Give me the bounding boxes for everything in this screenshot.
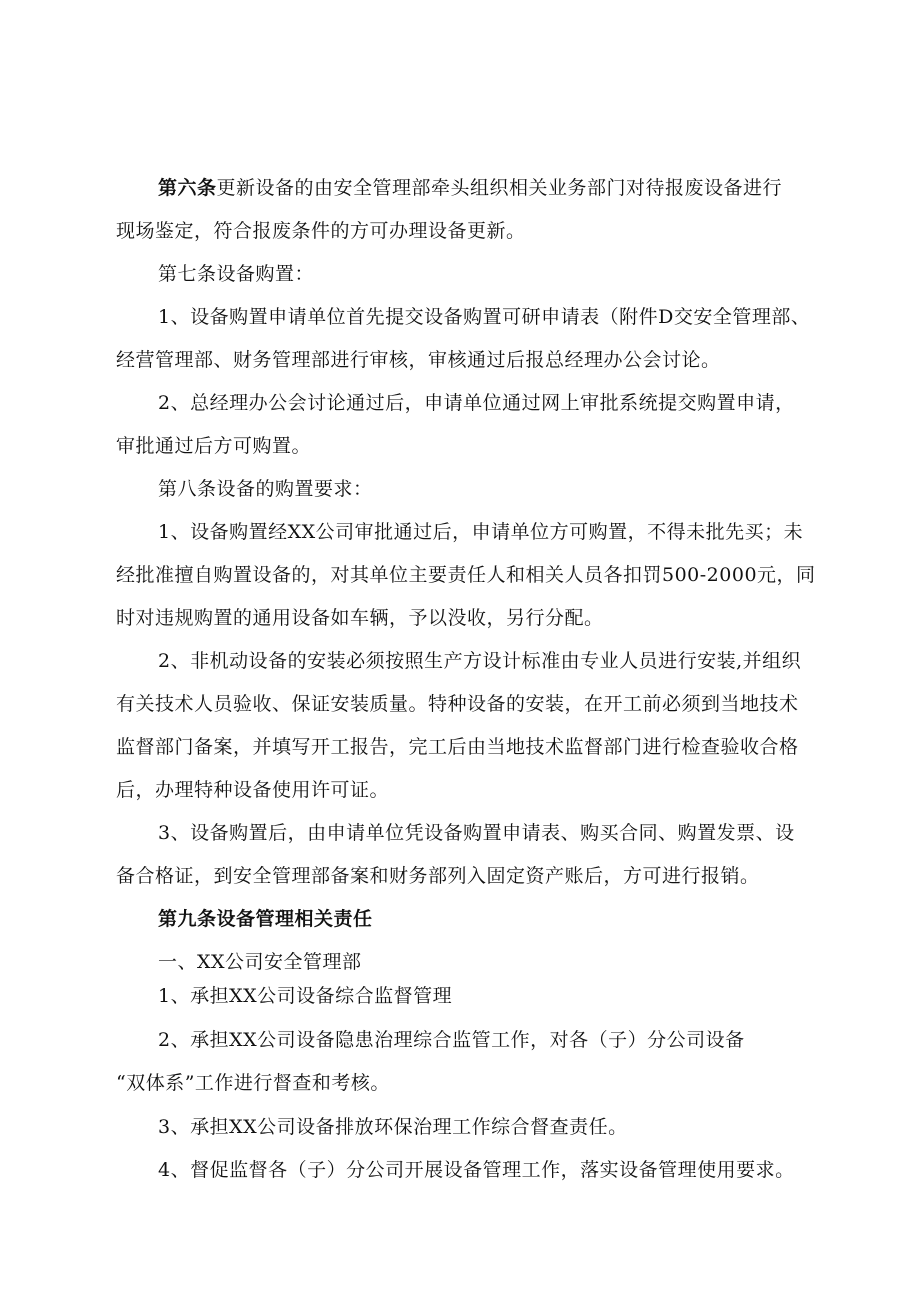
article-9-item-4: 4、督促监督各（子）分公司开展设备管理工作，落实设备管理使用要求。	[158, 1159, 795, 1181]
article-7-item-1-line-1: 1、设备购置申请单位首先提交设备购置可研申请表（附件D交安全管理部、	[158, 306, 811, 328]
article-8-heading: 第八条设备的购置要求：	[158, 478, 373, 500]
article-8-item-2-line-3: 监督部门备案，并填写开工报告，完工后由当地技术监督部门进行检查验收合格	[116, 736, 799, 758]
article-8-item-1-line-3: 时对违规购置的通用设备如车辆，予以没收，另行分配。	[116, 607, 604, 629]
article-7-heading: 第七条设备购置：	[158, 263, 315, 285]
article-6-line-2: 现场鉴定，符合报废条件的方可办理设备更新。	[116, 220, 526, 242]
article-9-section-1: 一、XX公司安全管理部	[158, 951, 362, 973]
article-8-item-2-line-4: 后，办理特种设备使用许可证。	[116, 779, 390, 801]
article-9-item-2-line-2: “双体系”工作进行督查和考核。	[116, 1072, 390, 1094]
article-7-item-1-line-2: 经营管理部、财务管理部进行审核，审核通过后报总经理办公会讨论。	[116, 349, 721, 371]
article-9-heading: 第九条设备管理相关责任	[158, 908, 373, 930]
article-9-item-1: 1、承担XX公司设备综合监督管理	[158, 985, 453, 1007]
article-6-heading: 第六条	[158, 177, 217, 199]
article-7-item-2-line-1: 2、总经理办公会讨论通过后，申请单位通过网上审批系统提交购置申请，	[158, 392, 795, 414]
article-8-item-2-line-2: 有关技术人员验收、保证安装质量。特种设备的安装，在开工前必须到当地技术	[116, 693, 799, 715]
article-8-item-3-line-1: 3、设备购置后，由申请单位凭设备购置申请表、购买合同、购置发票、设	[158, 822, 795, 844]
article-8-item-1-line-2: 经批准擅自购置设备的，对其单位主要责任人和相关人员各扣罚500-2000元，同	[116, 564, 816, 586]
article-6-text: 更新设备的由安全管理部牵头组织相关业务部门对待报废设备进行	[216, 177, 783, 199]
article-8-item-2-line-1: 2、非机动设备的安装必须按照生产方设计标准由专业人员进行安装,并组织	[158, 650, 802, 672]
article-9-item-2-line-1: 2、承担XX公司设备隐患治理综合监管工作，对各（子）分公司设备	[158, 1029, 745, 1051]
article-9-item-3: 3、承担XX公司设备排放环保治理工作综合督查责任。	[158, 1116, 628, 1138]
article-8-item-3-line-2: 备合格证，到安全管理部备案和财务部列入固定资产账后，方可进行报销。	[116, 865, 760, 887]
article-7-item-2-line-2: 审批通过后方可购置。	[116, 435, 312, 457]
article-8-item-1-line-1: 1、设备购置经XX公司审批通过后，申请单位方可购置，不得未批先买；未	[158, 521, 804, 543]
article-6-line-1	[158, 176, 782, 200]
